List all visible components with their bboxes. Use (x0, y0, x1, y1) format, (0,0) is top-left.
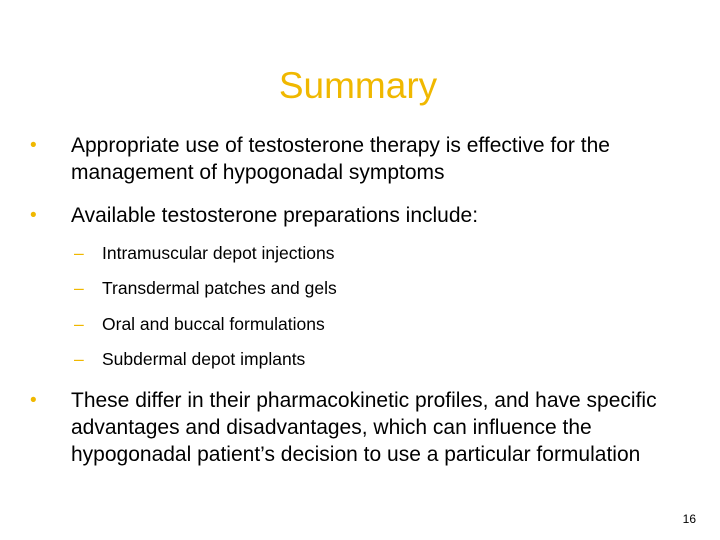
bullet-text: Available testosterone preparations include: (71, 204, 479, 227)
sub-bullet-item (74, 277, 674, 299)
bullet-item (30, 202, 670, 229)
sub-bullet-text: Oral and buccal formulations (102, 314, 325, 334)
sub-bullet-marker: – (74, 278, 84, 298)
sub-bullet-text: Subdermal depot implants (102, 349, 306, 369)
bullet-text: These differ in their pharmacokinetic profiles, and have specific advantages and disadvantages, which can influence the hypogonadal patient’s decision to use a particular formulation (71, 389, 657, 466)
bullet-marker: • (30, 390, 37, 411)
sub-bullet-item (74, 348, 674, 370)
sub-bullet-marker: – (74, 243, 84, 263)
slide-title: Summary (278, 65, 438, 106)
sub-bullet-text: Transdermal patches and gels (102, 278, 337, 298)
bullet-text: Appropriate use of testosterone therapy is effective for the management of hypogonadal symptoms (71, 134, 610, 184)
bullet-marker: • (30, 135, 37, 156)
bullet-item (30, 387, 670, 468)
sub-bullet-item (74, 313, 674, 335)
sub-bullet-marker: – (74, 314, 84, 334)
bullet-item (30, 132, 670, 186)
bullet-marker: • (30, 205, 37, 226)
slide-number: 16 (682, 512, 696, 526)
sub-bullet-item (74, 242, 674, 264)
sub-bullet-text: Intramuscular depot injections (102, 243, 335, 263)
sub-bullet-marker: – (74, 349, 84, 369)
